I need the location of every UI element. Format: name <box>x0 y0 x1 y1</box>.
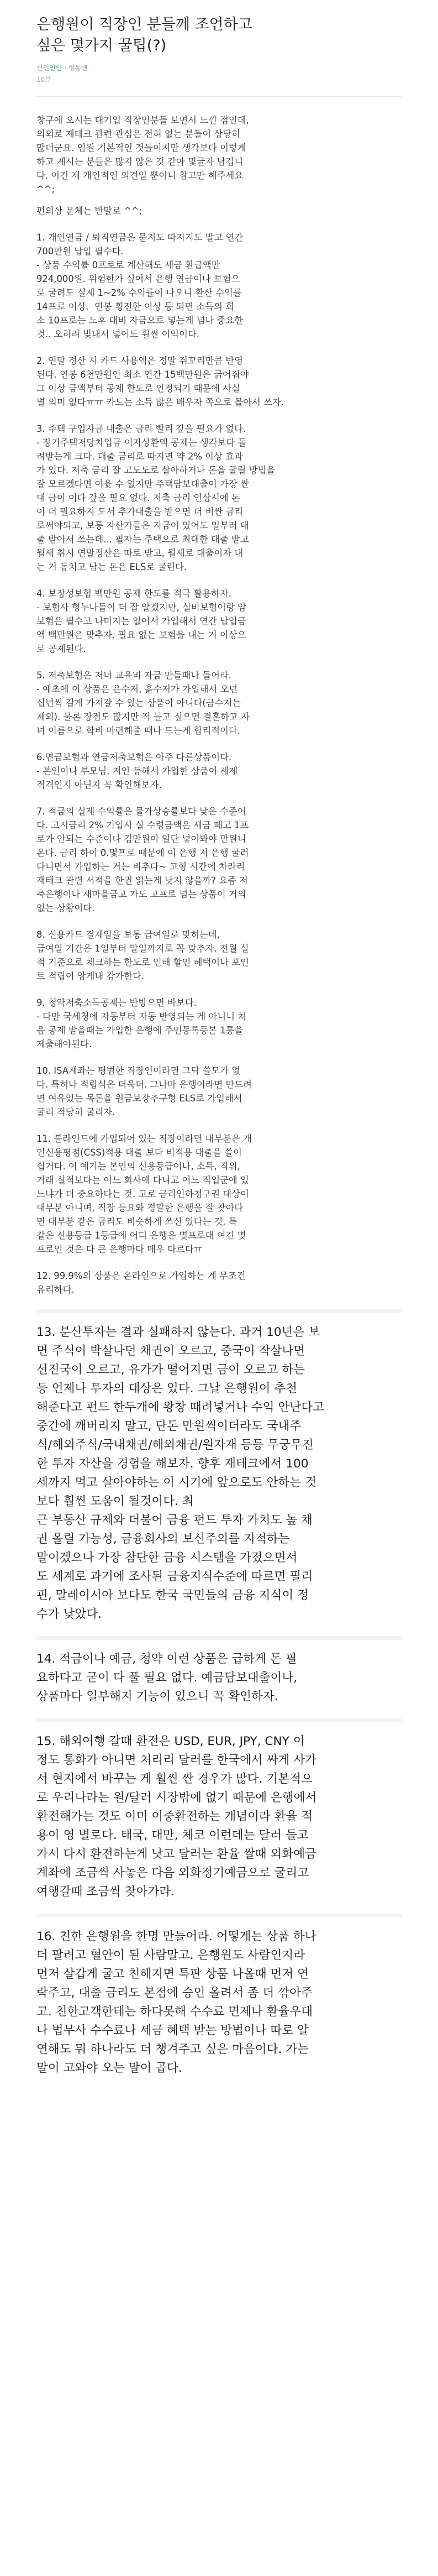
author-name[interactable]: 신인인인 <box>36 64 62 72</box>
section-divider <box>36 1718 402 1722</box>
post-category[interactable]: 영동맨 <box>68 64 88 72</box>
body-paragraph: 편의상 문체는 반말로 ^^; <box>36 206 143 216</box>
body-paragraph: 창구에 오시는 대기업 직장인분들 보면서 느낀 점인데, 의외로 재테크 관련 관심은 전혀 없는 분들이 상당히 많더군요. 임원 기본적인 것들이지만 생각보다 이렇게 하고 계시는 분들은 많지 않은 것 같아 몇글자 남깁니 다. 이건 제 개인적인 의견일 뿐이니 참고만 해주세요 ^^; <box>36 115 249 195</box>
section-divider <box>36 1636 402 1640</box>
tip-paragraph: 7. 적금의 실제 수익률은 물가상승률보다 낮은 수준이 다. 고시금리 2% 기입시 실 수령금액은 세금 떼고 1프 로가 안되는 수준이나 김만원이 일단 넣어봐야 만원니 온다. 금리 하이 0.몇프로 때문에 이 은행 저 은행 굴러 다니면서 가입하는 거는 비추다~ 고형 시간에 차라리 재테크 관련 서적을 한권 읽는게 낫지 않을까? 요즘 저 축은행이나 새마을금고 가도 고프로 넘는 상품이 거의 없는 상황이다. <box>36 806 249 913</box>
tip-paragraph: 3. 주택 구입자금 대출은 금리 빨리 갚을 필요가 없다. - 장기주택저당차입금 이자상환액 공제는 생각보다 돌 려받는게 크다. 대출 금리로 따지면 약 2% 이상 효과 가 있다. 저축 금리 잘 고도도로 살아하거나 돈을 굴릴 방법을 잘 모르겠다면 여윳 수 없지만 주택담보대출이 가장 싼 대 금이 이다 갚을 필요 없다. 저축 금리 인상시에 돈 이 더 필요하지 도서 추가대출을 받으면 더 비싼 금리 로써야되고, 보통 자산가들은 지금이 있어도 일부러 대 출 받아서 쓰는데... 필자는 주택으로 최대한 대출 받고 월세 취시 연말정산은 따로 받고, 월세로 대출이자 내 는 거 동치고 남는 돈은 ELS로 굴린다. <box>36 424 276 572</box>
post-header <box>0 0 438 84</box>
tip-paragraph: 10. ISA계좌는 평범한 직장인이라면 그닥 쓸모가 없 다. 특허나 적립식은 더욱더. 그나마 은행이라면 만드려 면 여유있는 목돈을 원금보장추구형 ELS로 가입해서 굴리 적당히 굴리자. <box>36 1065 252 1117</box>
section-divider <box>36 1309 402 1313</box>
section-divider <box>36 1914 402 1917</box>
post-title: 은행원이 직장인 분들께 조언하고 싶은 몇가지 꿀팁(?) <box>36 16 252 54</box>
tip-paragraph: 1. 개인연금 / 퇴직연금은 묻지도 따지지도 말고 연간 700만원 납입 필수다. - 상품 수익률 0프로로 계산해도 세금 환급액만 924,000원. 위험한가 싶어서 은행 연금이나 보험으 로 굴려도 실제 1~2% 수익률이 나오니 환산 수익률 14프로 이상. 연봉 횡전한 이상 등 되면 소득의 회 소 10프로는 노후 대비 자금으로 넣는게 넘나 중요한 것.. 오히려 빚내서 넣어도 훨씬 이익이다. <box>36 232 244 339</box>
post-meta <box>36 63 402 72</box>
tip-paragraph: 11. 블라인드에 가입되어 있는 직장이라면 대부분은 개 인신용평점(CSS)적용 대출 보다 비적용 대출을 쓸이 쉽거다. 이 예기는 본인의 신용등급이나, 소득, 직위, 거래 실적보다는 어느 회사에 다니고 어느 직업군에 있 느냐가 더 중요하다는 것. 고로 금리인하청구권 대상이 대부분 아니며, 직장 등요와 정말한 은행을 잘 찾아다 면 대부분 같은 금리도 비슷하게 쓰신 있다는 것. 특 같은 신용등급 1등급에 어디 은행은 몇프로대 여긴 몇 프로인 것은 다 큰 은행마다 매우 다르다ㅠ <box>36 1133 252 1255</box>
tip-paragraph: 16. 친한 은행원을 한명 만들어라. 어떻게는 상품 하나 더 팔려고 혈안이 된 사람말고. 은행원도 사람인지라 먼저 살갑게 굴고 친해지면 특판 상품 나올때 먼저 연 락주고, 대출 금리도 본점에 승인 올려서 좀 더 깎아주 고. 친한고객한테는 하다못해 수수료 면제나 환율우대 나 법무사 수수료나 세금 혜택 받는 방법이나 따로 알 연해도 뭐 하나라도 더 챙겨주고 싶은 마음이다. 가는 말이 고와야 오는 말이 곱다. <box>36 1930 316 2075</box>
tip-paragraph: 13. 분산투자는 결과 실패하지 않는다. 과거 10년은 보 면 주식이 박살나던 채권이 오르고, 중국이 작살나면 선진국이 오르고, 유가가 떨어지면 금이 오르고 하는 등 언제나 투자의 대상은 있다. 그날 은행원이 추천 해준다고 펀드 한두개에 왕창 때려넣거나 수익 안난다고 중간에 깨버리지 말고, 단돈 만원씩이더라도 국내주 식/해외주식/국내채권/해외채권/원자재 등등 무궁무진 한 투자 자산을 경험을 해보자. 향후 재테크에서 100 세까지 먹고 살아야하는 이 시기에 앞으로도 안하는 것 보다 훨씬 도움이 될것이다. 최 근 부동산 규제와 더불어 금융 펀드 투자 가치도 높 채 권 올릴 가능성, 금융회사의 보신주의를 지적하는 말이겠으나 가장 참단한 금융 시스템을 가졌으면서 도 세계로 과거에 조사된 금융지식수준에 따르면 필리 핀, 말레이시아 보다도 한국 국민들의 금융 지식이 정 수가 낮았다. <box>36 1325 324 1621</box>
tip-paragraph: 15. 해외여행 갈때 환전은 USD, EUR, JPY, CNY 이 정도 통화가 아니면 처리리 달러를 한국에서 싸게 사가 서 현지에서 바꾸는 게 훨씬 싼 경우가 많다. 기본적으 로 우리나라는 원/달러 시장밖에 없기 때문에 은행에서 환전해가는 것도 이미 이중환전하는 개념이라 환율 적 용이 영 별로다. 태국, 대만, 체코 이런데는 달러 들고 가서 다시 환전하는게 낫고 달러는 환율 쌀때 외화예금 계좌에 조금씩 사놓은 다음 외화정기예금으로 굴리고 여행갈때 조금씩 찾아가라. <box>36 1734 317 1899</box>
tip-paragraph: 4. 보장성보험 백만원 공제 한도를 적극 활용하자. - 보험사 형누나들이 더 잘 알겠지만, 실비보험이랑 암 보험은 필수고 나머지는 없어서 가입해서 연간 납입금 액 백만원은 맞추자. 필요 없는 보험을 내는 거 이상으 로 공제된다. <box>36 588 247 654</box>
post-date: 10분 <box>36 76 51 83</box>
tip-paragraph: 14. 적금이나 예금, 청약 이런 상품은 급하게 돈 필 요하다고 굳이 다 풀 필요 없다. 예금담보대출이나, 상품마다 일부해지 기능이 있으니 꼭 확인하자. <box>36 1652 298 1704</box>
tip-paragraph: 2. 연말 정산 시 카드 사용액은 정말 쥐꼬리만큼 반영 된다. 연봉 6천만원인 최소 연간 15백만원은 긁어줘야 그 이상 금액부터 공제 한도로 인정되기 때문에 사실 별 의미 없다ㅠㅠ 카드는 소득 많은 배우자 쪽으로 몰아서 쓰자. <box>36 356 284 407</box>
tip-paragraph: 9. 청약저축소득공제는 반방으면 바보다. - 다만 국세청에 자동부터 자동 반영되는 게 아니니 처 음 공제 받을때는 가입한 은행에 주민등록등본 1통을 제출해야된다. <box>36 997 247 1049</box>
tip-paragraph: 5. 저축보험은 저녀 교육비 자금 만들때나 들어라. - 예초에 이 상품은 은수저, 흙수저가 가입해서 오년 십년씩 길게 가져갈 수 있는 상품이 아니다(금수저는 제외). 물론 장점도 많지만 적 들고 싶으면 결혼하고 자 녀 이름으로 학비 마련해줄 때나 드는게 합리적이다. <box>36 670 250 736</box>
post-body <box>0 97 438 2078</box>
tip-paragraph: 6.연금보험과 연금저축보험은 아주 다른상품이다. - 본인이나 부모님, 지인 등해서 가입한 상품이 세제 적격인지 아닌지 꼭 확인해보자. <box>36 752 238 790</box>
tip-paragraph: 12. 99.9%의 상품은 온라인으로 가입하는 게 무조건 유리하다. <box>36 1271 246 1295</box>
tip-paragraph: 8. 신용카드 결제일을 보통 급여일로 맞히는데, 급여일 기간은 1일부터 말일까지로 꼭 맞추자. 전월 실 적 기준으로 체크하는 한도로 인해 할인 혜택이나 포인 트 적립이 앙게내 감가한다. <box>36 929 249 981</box>
meta-separator: · <box>64 64 68 72</box>
